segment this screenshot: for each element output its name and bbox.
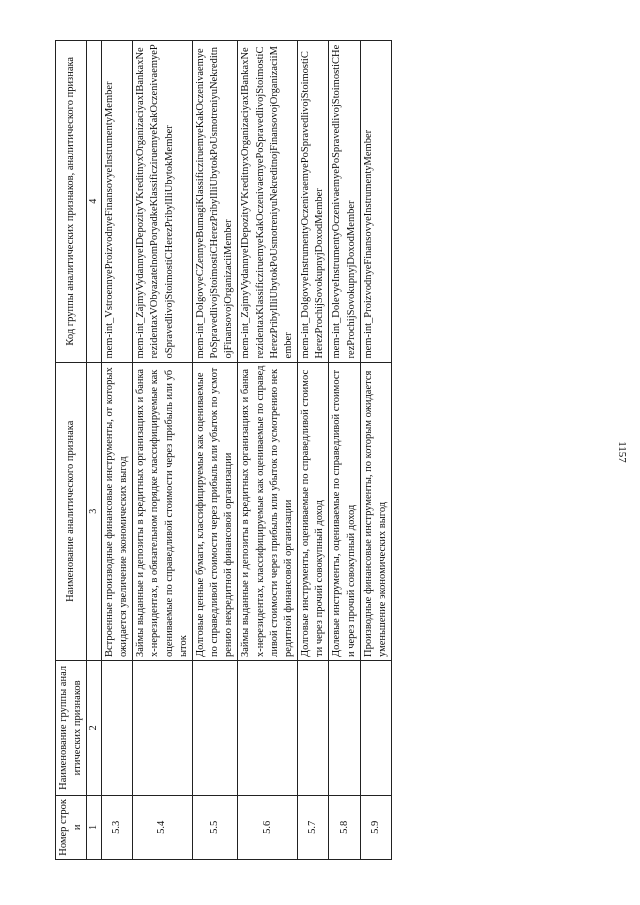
table-row bbox=[133, 41, 193, 860]
attribute-code: mem-int_ZajmyVydannyeIDepozityVKreditnyxOrganizaciyaxIBankaxNerezidentaxVObyazatelnomPoryadkeKlassificziruemyeKakOczenivaemyePoSpravedlivojStoimostiCHerezPribylIliUbytokMember bbox=[133, 41, 193, 363]
attribute-code: mem-int_VstroennyeProizvodnyeFinansovyeInstrumentyMember bbox=[101, 41, 132, 363]
row-number: 5.3 bbox=[101, 795, 132, 859]
column-number: 1 bbox=[87, 795, 102, 859]
row-number: 5.4 bbox=[133, 795, 193, 859]
group-name bbox=[101, 661, 132, 796]
table-row bbox=[192, 41, 238, 860]
row-number: 5.9 bbox=[360, 795, 391, 859]
attribute-name: Долевые инструменты, оцениваемые по справедливой стоимости через прочий совокупный доход bbox=[329, 362, 360, 661]
rotated-table-area bbox=[55, 40, 640, 856]
column-number: 4 bbox=[87, 41, 102, 363]
header-group-name: Наименование группы аналитических признаков bbox=[56, 661, 87, 796]
column-number: 3 bbox=[87, 362, 102, 661]
table-row bbox=[360, 41, 391, 860]
page-number: 1157 bbox=[616, 441, 628, 463]
header-code: Код группы аналитических признаков, аналитического признака bbox=[56, 41, 87, 363]
row-number: 5.8 bbox=[329, 795, 360, 859]
attribute-name: Долговые ценные бумаги, классифицируемые как оцениваемые по справедливой стоимости через прибыль или убыток по усмотрению некредитной финансовой организации bbox=[192, 362, 238, 661]
group-name bbox=[192, 661, 238, 796]
row-number: 5.6 bbox=[238, 795, 298, 859]
row-number: 5.5 bbox=[192, 795, 238, 859]
attribute-name: Долговые инструменты, оцениваемые по справедливой стоимости через прочий совокупный доход bbox=[298, 362, 329, 661]
attributes-table bbox=[55, 40, 392, 860]
group-name bbox=[360, 661, 391, 796]
attribute-name: Займы выданные и депозиты в кредитных организациях и банках-нерезидентах, классифицируемые как оцениваемые по справедливой стоимости через прибыль или убыток по усмотрению некредитной финансовой организации bbox=[238, 362, 298, 661]
attribute-name: Займы выданные и депозиты в кредитных организациях и банках-нерезидентах, в обязательном порядке классифицируемые как оцениваемые по справедливой стоимости через прибыль или убыток bbox=[133, 362, 193, 661]
group-name bbox=[298, 661, 329, 796]
attribute-name: Производные финансовые инструменты, по которым ожидается уменьшение экономических выгод bbox=[360, 362, 391, 661]
attribute-code: mem-int_DolgovyeCZennyeBumagiKlassificziruemyeKakOczenivaemyePoSpravedlivojStoimostiCHerezPribylIliUbytokPoUsmotreniyuNekreditnojFinansovojOrganizaciiMember bbox=[192, 41, 238, 363]
header-row bbox=[56, 41, 87, 860]
row-number: 5.7 bbox=[298, 795, 329, 859]
attribute-code: mem-int_ZajmyVydannyeIDepozityVKreditnyxOrganizaciyaxIBankaxNerezidentaxKlassificziruemyeKakOczenivaemyePoSpravedlivojStoimostiCHerezPribylIliUbytokPoUsmotreniyuNekreditnojFinansovojOrganizaciiMember bbox=[238, 41, 298, 363]
table-row bbox=[101, 41, 132, 860]
table-row bbox=[238, 41, 298, 860]
attribute-code: mem-int_ProizvodnyeFinansovyeInstrumentyMember bbox=[360, 41, 391, 363]
attribute-code: mem-int_DolevyeInstrumentyOczenivaemyePoSpravedlivojStoimostiCHerezProchijSovokupnyjDoxodMember bbox=[329, 41, 360, 363]
group-name bbox=[329, 661, 360, 796]
group-name bbox=[238, 661, 298, 796]
column-number: 2 bbox=[87, 661, 102, 796]
group-name bbox=[133, 661, 193, 796]
table-row bbox=[329, 41, 360, 860]
column-number-row bbox=[87, 41, 102, 860]
table-row bbox=[298, 41, 329, 860]
header-row-number: Номер строки bbox=[56, 795, 87, 859]
table-rotator bbox=[55, 40, 595, 860]
header-attribute-name: Наименование аналитического признака bbox=[56, 362, 87, 661]
attribute-code: mem-int_DolgovyeInstrumentyOczenivaemyePoSpravedlivojStoimostiCHerezProchijSovokupnyjDoxodMember bbox=[298, 41, 329, 363]
attribute-name: Встроенные производные финансовые инструменты, от которых ожидается увеличение экономических выгод bbox=[101, 362, 132, 661]
